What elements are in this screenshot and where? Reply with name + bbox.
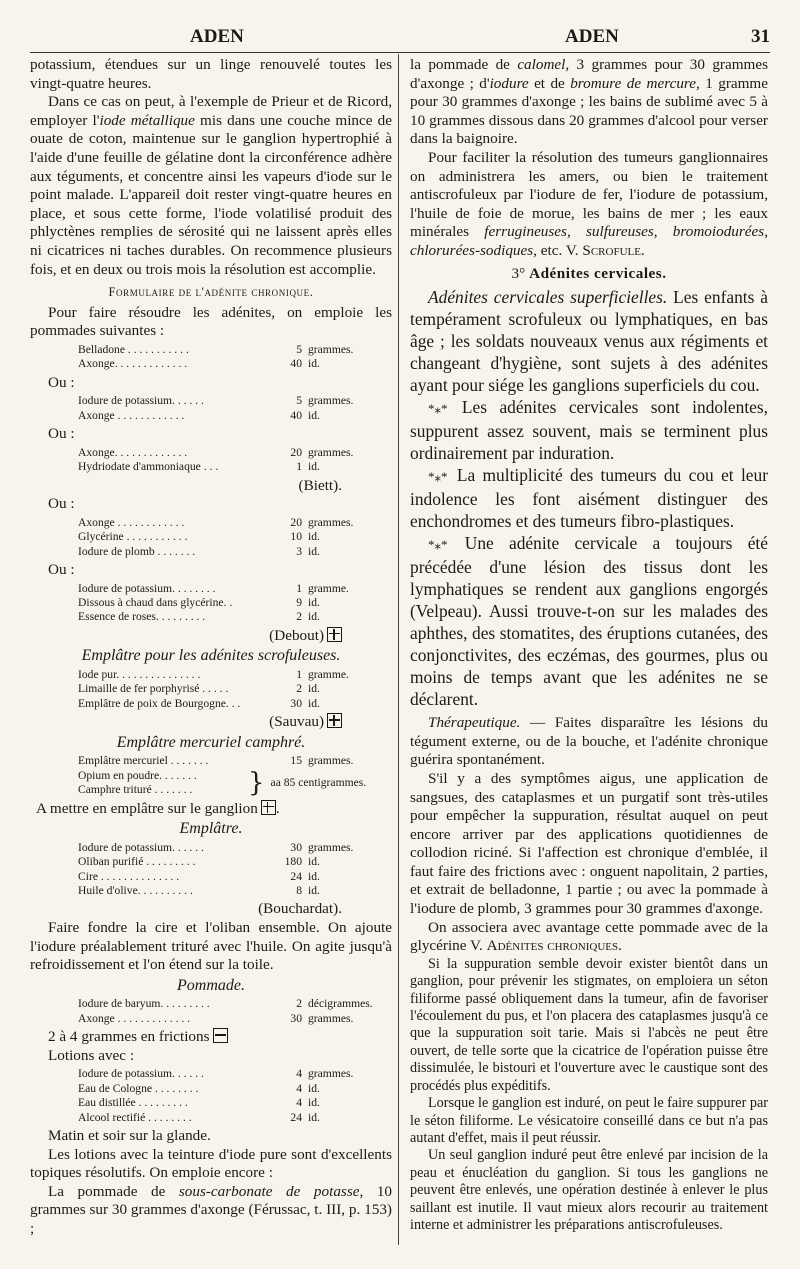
paragraph: Dans ce cas on peut, à l'exemple de Prieur et de Ricord, employer l'iode métallique mis dans une couche mince de ouate de coton, maintenue sur le ganglion hypertrophié à l'aide d'une feuille de gélatine dont la circonférence adhère aux téguments, et concentre ainsi les vapeurs d'iode sur le point malade. L'appareil doit rester vingt-quatre heures en place, et sous cette forme, l'iode volatilisé produit des phlyctènes remplies de sérosité qui ne laissent après elles ni cicatrices ni taches durables. On recommence plusieurs fois, et en deux ou trois mois la résolution est accomplie.	[30, 93, 392, 278]
recipe-row: Belladone . . . . . . . . . . . 5 grammes.	[78, 342, 354, 356]
paragraph: Adénites cervicales superficielles. Les enfants à tempérament scrofuleux ou lymphatiques, en bas âge ; les soldats nouveaux venus aux régiments et changeant d'hygiène, sont sujets à des adénites ayant pour siége les ganglions superficiels du cou.	[410, 287, 768, 396]
recipe-row: Camphre trituré . . . . . . .	[78, 783, 193, 797]
recipe	[78, 582, 392, 625]
recipe	[78, 1067, 392, 1125]
recipe-row: Iodure de potassium. . . . . . 4 grammes.	[78, 1067, 354, 1081]
recipe-row: Limaille de fer porphyrisé . . . . . 2 id.	[78, 682, 320, 696]
subheading: Emplâtre.	[179, 820, 243, 838]
right-column	[410, 56, 768, 1234]
recipe	[78, 446, 392, 475]
column-divider	[398, 54, 399, 1245]
header-rule	[30, 52, 770, 53]
or-label: Ou :	[48, 373, 75, 391]
paragraph: *⁎* Une adénite cervicale a toujours été précédée d'une lésion des tissus dont les lymphatiques se rendent aux ganglions engorgés (Velpeau). Aussi trouve-t-on sur les malades des aphthes, des stomatites, des éruptions cutanées, des conjonctivites, des eczémas, des gourmes, plus ou moins de temps avant que les adénites ne se déclarent.	[410, 533, 768, 710]
recipe	[78, 668, 392, 711]
running-header	[30, 26, 770, 50]
paragraph: La pommade de sous-carbonate de potasse, 10 grammes sur 30 grammes d'axonge (Férussac, t. III, p. 153) ;	[30, 1182, 393, 1237]
recipe	[78, 343, 392, 372]
recipe-row: Iodure de potassium. . . . . . 30 grammes.	[78, 840, 354, 854]
recipe-row: Huile d'olive. . . . . . . . . . 8 id.	[78, 883, 320, 897]
paragraph: A mettre en emplâtre sur le ganglion .	[36, 799, 280, 817]
subheading: Emplâtre mercuriel camphré.	[116, 733, 306, 751]
section-heading: Formulaire de l'adénite chronique.	[108, 285, 314, 300]
recipe-author: (Debout)	[30, 627, 392, 646]
brace-group	[78, 769, 392, 798]
page-number: 31	[751, 26, 770, 47]
asterism-icon: *⁎*	[428, 469, 448, 485]
paragraph: Lorsque le ganglion est induré, on peut le faire suppurer par le séton filiforme. Le vésicatoire conseillé dans ce but n'a pas autant d'effet, mais il peut réussir.	[410, 1095, 768, 1146]
recipe-row: Emplâtre mercuriel . . . . . . . 15 grammes.	[78, 754, 354, 768]
paragraph: Pour faire résoudre les adénites, on emploie les pommades suivantes :	[30, 303, 392, 340]
subheading: Emplâtre pour les adénites scrofuleuses.	[81, 647, 341, 665]
recipe-row: Iodure de potassium. . . . . . . . 1 gramme.	[78, 581, 349, 595]
boxed-plus-icon	[327, 627, 342, 642]
paragraph: S'il y a des symptômes aigus, une application de sangsues, des cataplasmes et un purgatif sont très-utiles pour empêcher la suppuration, résultat auquel on peut encore arriver par des applications quotidiennes de collodion riciné. Si l'affection est chronique d'emblée, il faut faire des frictions avec : onguent napolitain, 2 parties, et extrait de belladonne, 1 partie ; ou avec la pommade à l'iodure de plomb, 3 grammes pour 30 grammes d'axonge.	[410, 769, 768, 918]
paragraph: Un seul ganglion induré peut être enlevé par incision de la peau et énucléation du ganglion. Si tous les ganglions ne peuvent être enlevés, une opération destinée à enlever le plus saillant est inutile. Il vaut mieux alors recourir au traitement interne et administrer les préparations antiscrofuleuses.	[410, 1147, 768, 1233]
paragraph: la pommade de calomel, 3 grammes pour 30 grammes d'axonge ; d'iodure et de bromure de mercure, 1 gramme pour 30 grammes d'axonge ; les bains de sublimé avec 5 à 10 grammes dissous dans 20 grammes d'alcool pour verser dans la baignoire.	[410, 56, 769, 148]
recipe-row: Iodure de baryum. . . . . . . . . 2 décigrammes.	[78, 997, 373, 1011]
paragraph: Matin et soir sur la glande.	[48, 1126, 211, 1144]
recipe-row: Dissous à chaud dans glycérine. . 9 id.	[78, 595, 320, 609]
recipe-row: Oliban purifié . . . . . . . . . 180 id.	[78, 855, 320, 869]
right-running-title: ADEN	[565, 26, 619, 47]
recipe-author: (Sauvau)	[30, 713, 392, 732]
recipe-row: Opium en poudre. . . . . . .	[78, 768, 197, 782]
recipe	[78, 997, 392, 1026]
or-label: Ou :	[48, 560, 75, 578]
recipe-row: Axonge . . . . . . . . . . . . 20 grammes.	[78, 515, 354, 529]
recipe	[78, 841, 392, 899]
subheading: Pommade.	[177, 976, 245, 994]
recipe-row: Alcool rectifié . . . . . . . . 24 id.	[78, 1110, 320, 1124]
paragraph: Si la suppuration semble devoir exister bientôt dans un ganglion, pour prévenir les stigmates, on emploiera un séton filiforme passé obliquement dans la tumeur, afin de favoriser l'écoulement du pus, et l'on placera des cataplasmes jusqu'à ce que la suppuration soit tarie. Mais si l'abcès ne peut être ouvert, de telle sorte que la cicatrice de l'opération puisse être dissimulée, le bistouri et l'ouverture avec le caustique sont des procédés plus expéditifs.	[410, 955, 768, 1094]
recipe-row: Iode pur. . . . . . . . . . . . . . . 1 gramme.	[78, 667, 349, 681]
paragraph: On associera avec avantage cette pommade avec de la glycérine V. Adénites chroniques.	[410, 918, 768, 955]
paragraph: Faire fondre la cire et l'oliban ensemble. On ajoute l'iodure préalablement trituré avec l'huile. On agite jusqu'à refroidissement et l'on étend sur la toile.	[30, 918, 392, 974]
recipe-row: Axonge . . . . . . . . . . . . 40 id.	[78, 408, 320, 422]
or-label: Ou :	[48, 495, 75, 513]
brace-quantity: aa 85 centigrammes.	[270, 775, 367, 789]
recipe-row: Axonge. . . . . . . . . . . . . 20 grammes.	[78, 445, 354, 459]
paragraph: 2 à 4 grammes en frictions	[30, 1028, 392, 1047]
boxed-minus-icon	[213, 1028, 228, 1043]
paragraph: *⁎* La multiplicité des tumeurs du cou et leur indolence les font aisément distinguer des enchondromes et des tumeurs fibro-plastiques.	[410, 465, 768, 532]
recipe-row: Iodure de plomb . . . . . . . 3 id.	[78, 544, 320, 558]
recipe	[78, 754, 392, 797]
paragraph: *⁎* Les adénites cervicales sont indolentes, suppurent assez souvent, mais se terminent plus ordinairement par induration.	[410, 397, 768, 464]
paragraph: Les lotions avec la teinture d'iode pure sont d'excellents topiques résolutifs. On emploie encore :	[30, 1145, 392, 1182]
left-column	[30, 56, 392, 1239]
asterism-icon: *⁎*	[428, 401, 448, 417]
paragraph: Pour faciliter la résolution des tumeurs ganglionnaires on administrera les amers, ou bien le traitement antiscrofuleux par l'iodure de fer, l'iodure de potassium, l'huile de foie de morue, les bains de mer ; les eaux minérales ferrugineuses, sulfureuses, bromoiodurées, chlorurées-sodiques, etc. V. Scrofule.	[410, 148, 768, 259]
boxed-plus-icon	[327, 713, 342, 728]
brace-icon: }	[248, 768, 265, 799]
recipe-row: Cire . . . . . . . . . . . . . . 24 id.	[78, 869, 320, 883]
paragraph: potassium, étendues sur un linge renouvelé toutes les vingt-quatre heures.	[30, 56, 392, 92]
boxed-plus-icon	[261, 800, 276, 815]
recipe-row: Axonge. . . . . . . . . . . . . 40 id.	[78, 357, 320, 371]
recipe-row: Eau distillée . . . . . . . . . 4 id.	[78, 1096, 320, 1110]
paragraph: Lotions avec :	[48, 1046, 135, 1064]
recipe-author: (Bouchardat).	[258, 900, 342, 918]
recipe-row: Axonge . . . . . . . . . . . . . 30 grammes.	[78, 1011, 354, 1025]
recipe-row: Eau de Cologne . . . . . . . . 4 id.	[78, 1081, 320, 1095]
or-label: Ou :	[48, 425, 75, 443]
recipe	[78, 394, 392, 423]
recipe	[78, 516, 392, 559]
recipe-author: (Biett).	[298, 476, 342, 494]
recipe-row: Hydriodate d'ammoniaque . . . 1 id.	[78, 460, 320, 474]
left-running-title: ADEN	[190, 26, 244, 47]
recipe-row: Iodure de potassium. . . . . . 5 grammes.	[78, 394, 354, 408]
asterism-icon: *⁎*	[428, 537, 448, 553]
recipe-row: Glycérine . . . . . . . . . . . 10 id.	[78, 530, 320, 544]
recipe-row: Essence de roses. . . . . . . . . 2 id.	[78, 610, 320, 624]
section-heading: 3° Adénites cervicales.	[511, 264, 667, 282]
paragraph: Thérapeutique. — Faites disparaître les lésions du tégument externe, ou de la bouche, et l'adénite chronique guérira spontanément.	[410, 714, 768, 769]
recipe-row: Emplâtre de poix de Bourgogne. . . 30 id.	[78, 696, 320, 710]
